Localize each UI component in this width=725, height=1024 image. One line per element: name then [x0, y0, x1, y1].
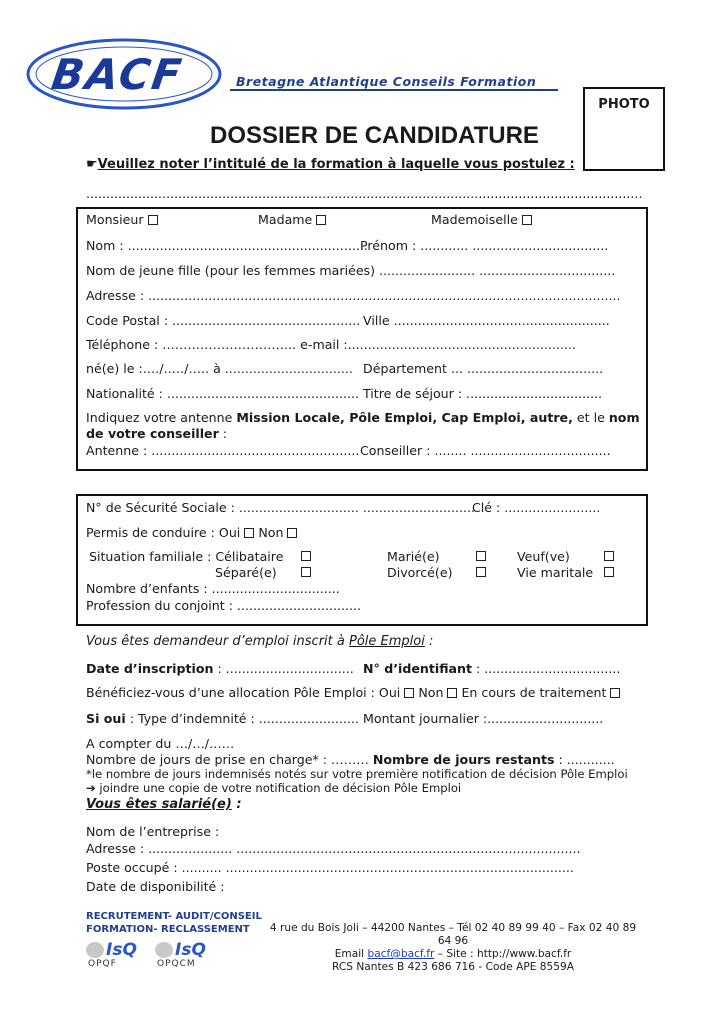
disponibilite-field[interactable]: Date de disponibilité :	[86, 879, 225, 894]
entreprise-field[interactable]: Nom de l’entreprise :	[86, 824, 220, 839]
monsieur-checkbox[interactable]	[148, 215, 158, 225]
divorce-label: Divorcé(e)	[387, 565, 453, 580]
antenne-intro-and: et le	[572, 410, 609, 425]
salarie-heading	[86, 797, 242, 812]
permis-oui-checkbox[interactable]	[244, 528, 254, 538]
allocation-row	[86, 685, 620, 700]
isq-opqf-logo	[86, 940, 146, 970]
page-title: DOSSIER DE CANDIDATURE	[210, 122, 539, 149]
si-oui-label: Si oui	[86, 711, 126, 726]
antenne-instructions	[86, 410, 640, 425]
antenne-field[interactable]: Antenne : ....................................................	[86, 443, 360, 458]
opqf-label: OPQF	[88, 959, 117, 969]
antenne-instructions-2	[86, 426, 227, 441]
jours-restants-label: Nombre de jours restants	[372, 752, 555, 767]
marie-label: Marié(e)	[387, 549, 440, 564]
veuf-option[interactable]	[517, 549, 570, 564]
divorce-checkbox[interactable]	[476, 567, 486, 577]
secu-field[interactable]: N° de Sécurité Sociale : .............................. ............................	[86, 500, 476, 515]
salarie-heading-colon: :	[231, 797, 242, 812]
conseiller-label-bold: de votre conseiller	[86, 426, 219, 441]
date-inscription-field[interactable]	[86, 661, 354, 676]
date-inscription-dots: : ................................	[213, 661, 354, 676]
identifiant-dots: : ..................................	[472, 661, 621, 676]
identifiant-field[interactable]	[363, 661, 620, 676]
pole-emploi-heading-text: Vous êtes demandeur d’emploi inscrit à	[86, 634, 349, 649]
photo-box	[583, 87, 665, 171]
isq-opqcm-logo	[155, 940, 217, 970]
marie-option[interactable]	[387, 549, 440, 564]
arrow-right-icon: ➔	[86, 781, 96, 795]
veuf-checkbox[interactable]	[604, 551, 614, 561]
footnote-jours: *le nombre de jours indemnisés notés sur votre première notification de décision Pôle Emploi	[86, 767, 628, 781]
footer-email-site	[262, 948, 644, 961]
prise-en-charge-label: Nombre de jours de prise en charge* : ………	[86, 752, 373, 767]
services-line-1: RECRUTEMENT- AUDIT/CONSEIL	[86, 911, 262, 922]
isq-opqcm-mark: IsQ	[175, 940, 206, 960]
madame-checkbox[interactable]	[316, 215, 326, 225]
nationalite-field[interactable]: Nationalité : ................................................	[86, 386, 360, 401]
allocation-en-cours-label: En cours de traitement	[461, 685, 607, 700]
situation-celibataire[interactable]	[89, 549, 283, 564]
identifiant-label: N° d’identifiant	[363, 661, 473, 676]
salarie-heading-text: Vous êtes salarié(e)	[86, 797, 232, 812]
allocation-en-cours-checkbox[interactable]	[610, 688, 620, 698]
footer-rcs: RCS Nantes B 423 686 716 - Code APE 8559A	[332, 961, 574, 973]
profession-conjoint-field[interactable]: Profession du conjoint : ...............................	[86, 598, 362, 613]
formation-prompt	[86, 157, 575, 172]
isq-opqf-mark: IsQ	[106, 940, 137, 960]
departement-field[interactable]: Département ... ..................................	[363, 361, 604, 376]
monsieur-option[interactable]	[86, 212, 158, 227]
adresse-field[interactable]: Adresse : ......................................................................................................................	[86, 288, 621, 303]
separe-label: Séparé(e)	[215, 565, 277, 580]
footnote-copie	[86, 781, 461, 796]
type-indemnite-field[interactable]	[86, 711, 359, 726]
situation-label: Situation familiale : Célibataire	[89, 549, 284, 564]
madame-option[interactable]	[258, 212, 326, 227]
mademoiselle-option[interactable]	[431, 212, 532, 227]
divorce-option[interactable]	[387, 565, 453, 580]
permis-label: Permis de conduire : Oui	[86, 525, 241, 540]
poste-field[interactable]: Poste occupé : .......... .......................................................................................	[86, 860, 574, 875]
services-line-2: FORMATION- RECLASSEMENT	[86, 924, 250, 935]
titre-sejour-field[interactable]: Titre de séjour : ..................................	[363, 386, 603, 401]
tagline: Bretagne Atlantique Conseils Formation	[236, 74, 537, 89]
allocation-label: Bénéficiez-vous d’une allocation Pôle Emploi : Oui	[86, 685, 401, 700]
conseiller-field[interactable]: Conseiller : ........ ...................................	[360, 443, 611, 458]
email-prefix: Email	[334, 948, 368, 960]
vie-maritale-option[interactable]	[517, 565, 593, 580]
photo-label: PHOTO	[598, 97, 650, 112]
logo-text: BACF	[48, 50, 187, 99]
footer-contact	[262, 922, 644, 974]
madame-label: Madame	[258, 212, 313, 227]
salarie-adresse-field[interactable]: Adresse : ..................... ......................................................................................	[86, 841, 581, 856]
conseiller-colon: :	[218, 426, 228, 441]
logo	[24, 36, 224, 114]
antenne-intro-text: Indiquez votre antenne	[86, 410, 237, 425]
formation-prompt-text: Veuillez noter l’intitulé de la formation à laquelle vous postulez :	[97, 157, 575, 172]
naissance-field[interactable]: né(e) le :.…/..…/….. à ................................	[86, 361, 353, 376]
telephone-email-field[interactable]: Téléphone : ………………………….. e-mail :.........................................................	[86, 337, 576, 352]
marie-checkbox[interactable]	[476, 551, 486, 561]
nom-jeune-fille-field[interactable]: Nom de jeune fille (pour les femmes mariées) ........................ ..................................	[86, 263, 616, 278]
ville-field[interactable]: Ville ......................................................	[363, 313, 610, 328]
hand-pointer-icon: ☛	[86, 157, 98, 172]
pole-emploi-link[interactable]: Pôle Emploi	[348, 634, 425, 649]
mademoiselle-label: Mademoiselle	[431, 212, 518, 227]
type-indemnite-dots: : Type d’indemnité : .........................	[125, 711, 359, 726]
permis-row	[86, 525, 297, 540]
permis-non-checkbox[interactable]	[287, 528, 297, 538]
vie-maritale-checkbox[interactable]	[604, 567, 614, 577]
separe-checkbox[interactable]	[301, 567, 311, 577]
footnote-copie-text: joindre une copie de votre notification de décision Pôle Emploi	[99, 781, 462, 795]
site-text: – Site : http://www.bacf.fr	[434, 948, 572, 960]
formation-field[interactable]: ...........................................................................................................................................	[86, 186, 643, 201]
cle-field[interactable]: Clé : ........................	[472, 500, 601, 515]
email-link[interactable]: bacf@bacf.fr	[367, 948, 435, 960]
separe-option[interactable]	[215, 565, 277, 580]
monsieur-label: Monsieur	[86, 212, 144, 227]
allocation-oui-checkbox[interactable]	[404, 688, 414, 698]
prise-en-charge-field[interactable]	[86, 752, 615, 767]
date-inscription-label: Date d’inscription	[86, 661, 214, 676]
permis-non-label: Non	[258, 525, 284, 540]
allocation-non-label: Non	[418, 685, 444, 700]
mademoiselle-checkbox[interactable]	[522, 215, 532, 225]
prenom-field[interactable]: Prénom : ............ ..................................	[360, 238, 609, 253]
vie-maritale-label: Vie maritale	[517, 565, 594, 580]
allocation-non-checkbox[interactable]	[447, 688, 457, 698]
footer-address: 4 rue du Bois Joli – 44200 Nantes – Tél 02 40 89 99 40 – Fax 02 40 89 64 96	[269, 922, 637, 947]
jours-restants-dots: : ............	[554, 752, 615, 767]
pole-emploi-heading	[86, 634, 433, 649]
nom-field[interactable]: Nom : ............................................................	[86, 238, 368, 253]
opqcm-label: OPQCM	[157, 959, 196, 969]
antenne-types: Mission Locale, Pôle Emploi, Cap Emploi, autre,	[236, 410, 573, 425]
antenne-nom: nom	[608, 410, 640, 425]
tagline-rule	[230, 89, 558, 91]
footer-services	[86, 910, 262, 936]
code-postal-field[interactable]: Code Postal : ...............................................	[86, 313, 361, 328]
montant-journalier-field[interactable]: Montant journalier :.............................	[363, 711, 604, 726]
pole-emploi-heading-colon: :	[424, 634, 434, 649]
veuf-label: Veuf(ve)	[517, 549, 570, 564]
enfants-field[interactable]: Nombre d’enfants : ................................	[86, 581, 340, 596]
compter-field[interactable]: A compter du …/…/……	[86, 736, 235, 751]
celibataire-checkbox[interactable]	[301, 551, 311, 561]
